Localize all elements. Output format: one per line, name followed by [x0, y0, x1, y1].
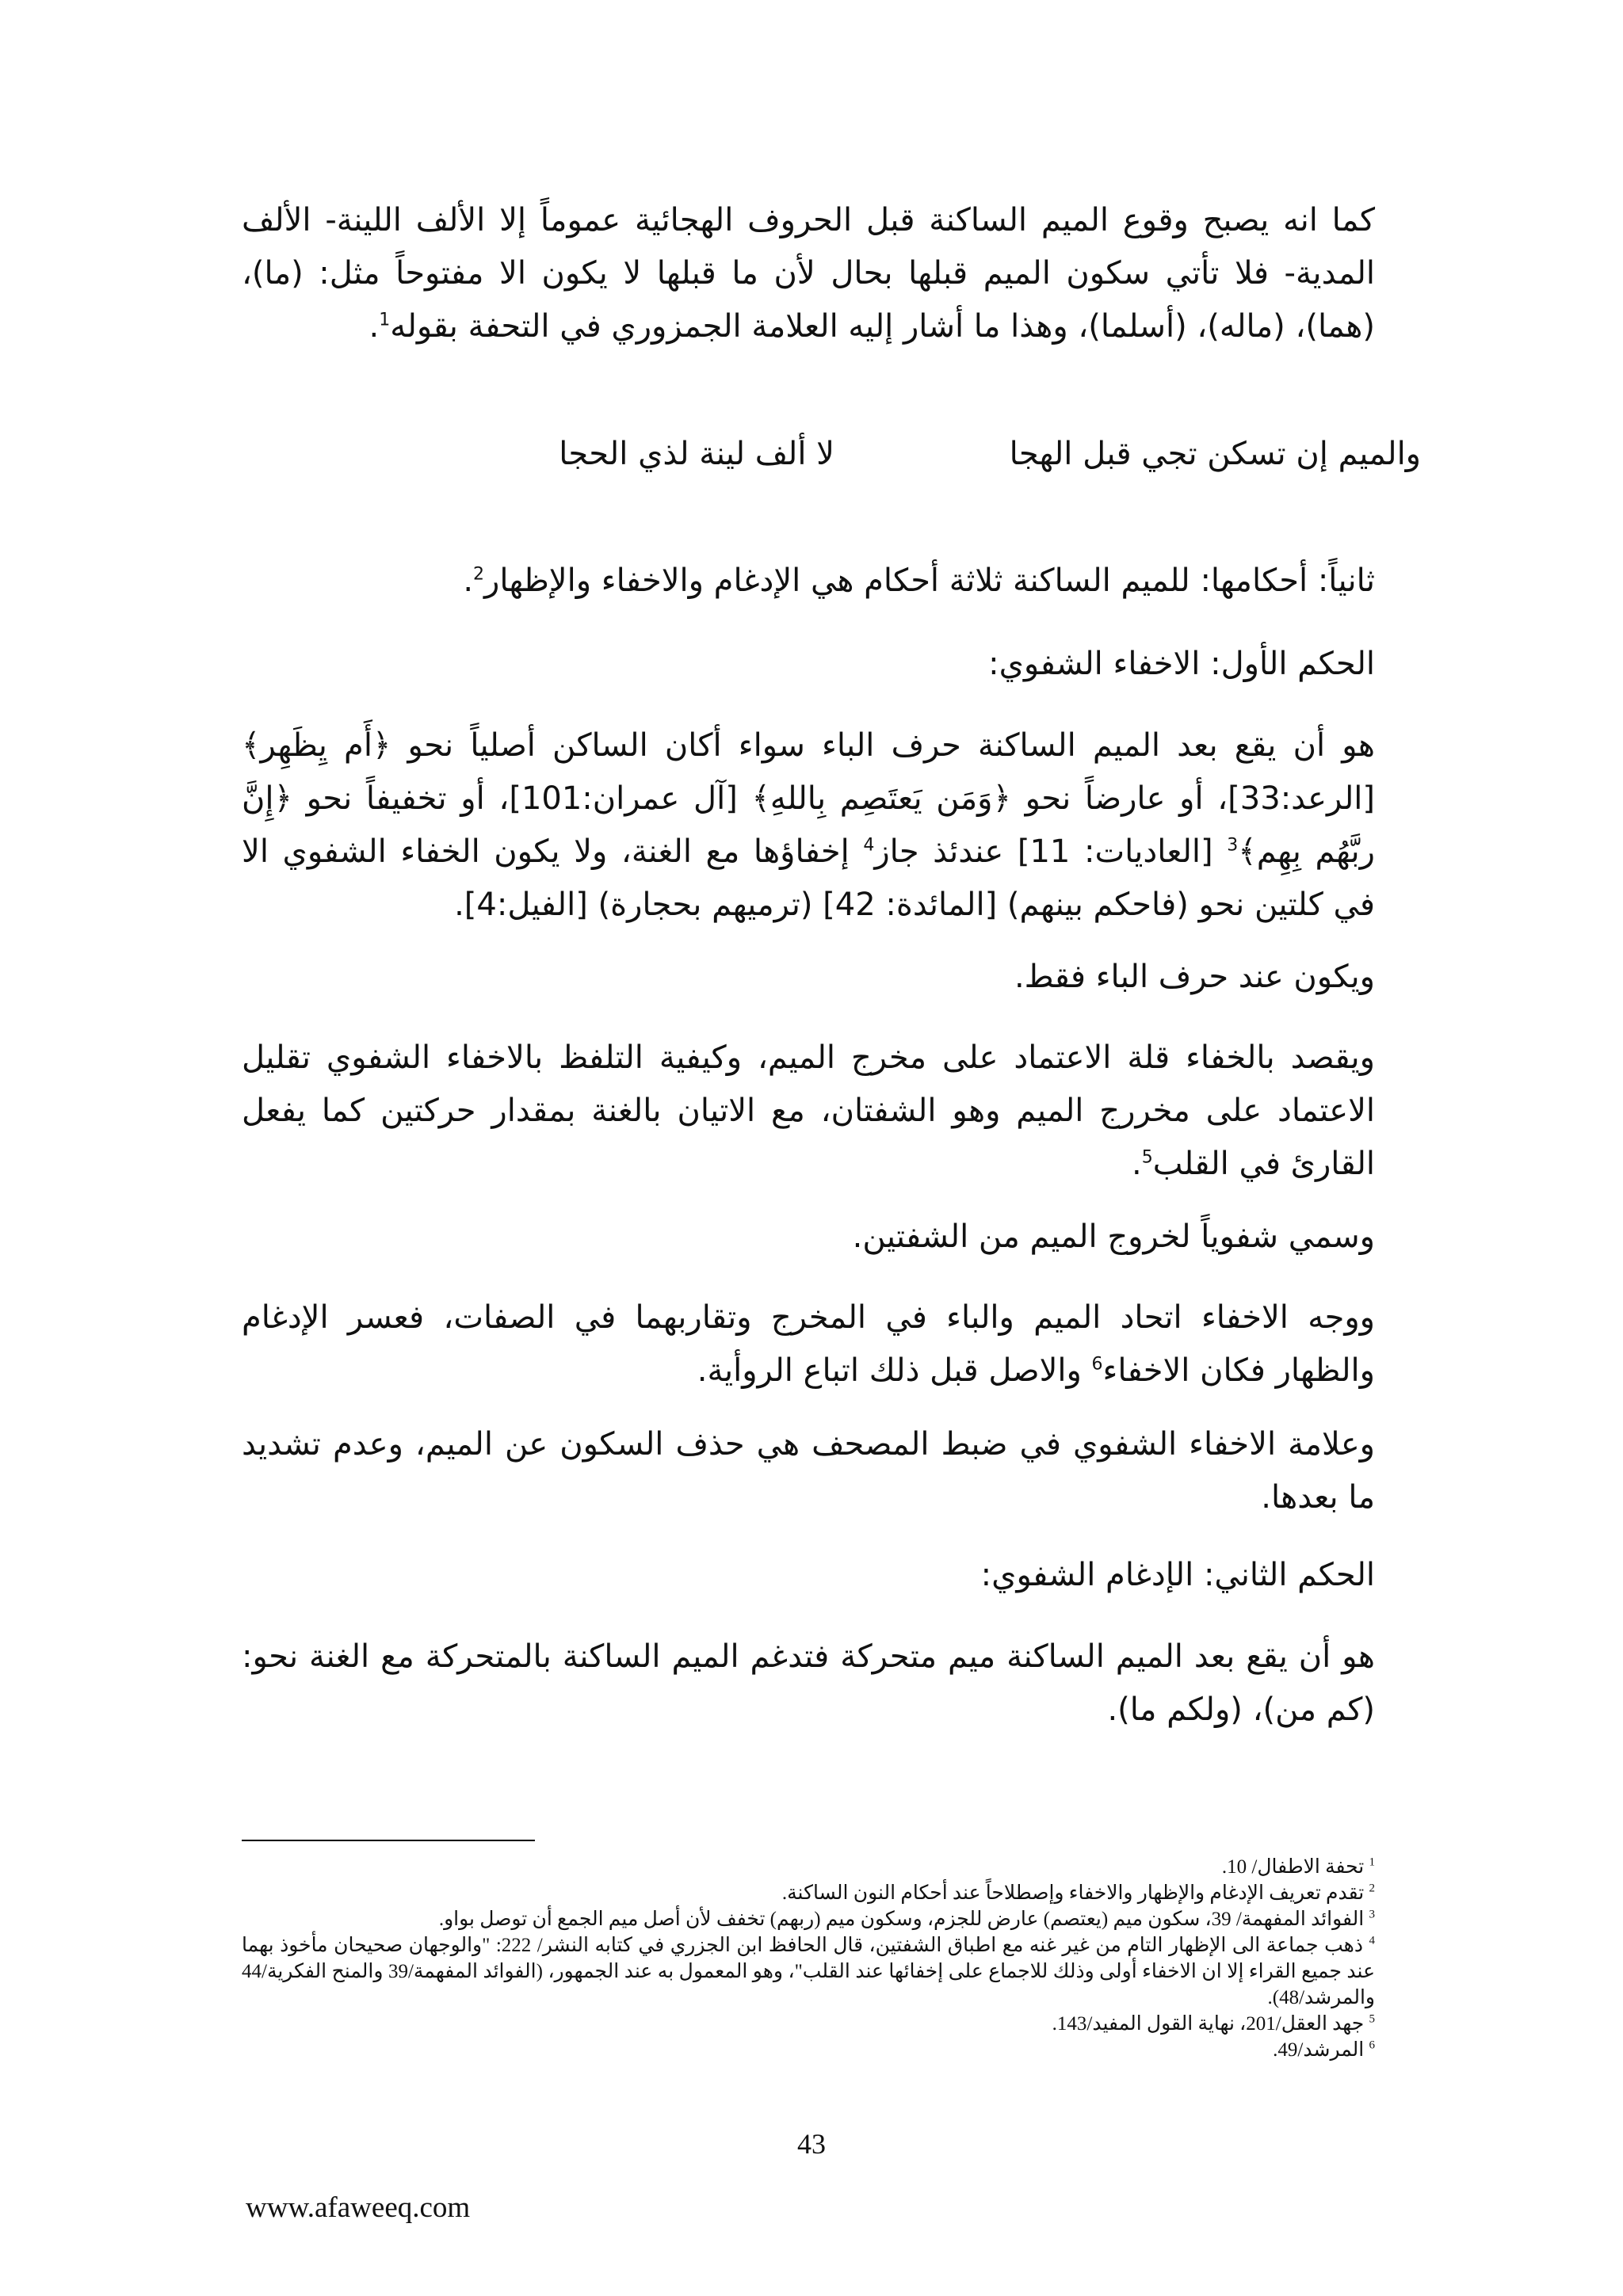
paragraph-text: ووجه الاخفاء اتحاد الميم والباء في المخرج وتقاربهما في الصفات، فعسر الإدغام والظهار فكان الاخفاء	[242, 1299, 1375, 1389]
footnote-ref[interactable]: 2	[473, 564, 485, 585]
footer-website-link[interactable]: www.afaweeq.com	[246, 2191, 471, 2224]
paragraph-label: ثانياً:	[1317, 563, 1375, 599]
footnote-number: 1	[1369, 1855, 1375, 1869]
footnote	[242, 1854, 1375, 1880]
paragraph-text: إخفاؤها مع الغنة، ولا يكون الخفاء الشفوي الا في كلتين نحو (فاحكم بينهم) [المائدة: 42] (ترميهم بحجارة) [الفيل:4].	[242, 833, 1375, 923]
footnote-text: جهد العقل/201، نهاية القول المفيد/143.	[1052, 2013, 1365, 2035]
footnote	[242, 2011, 1375, 2037]
paragraph-end: .	[1131, 1146, 1142, 1182]
section-heading-second-ruling: الحكم الثاني: الإدغام الشفوي:	[980, 1557, 1375, 1593]
footnote-text: المرشد/49.	[1273, 2039, 1365, 2061]
paragraph-intro	[242, 194, 1375, 353]
footnote	[242, 2037, 1375, 2063]
paragraph-text: أحكامها: للميم الساكنة ثلاثة أحكام هي الإدغام والاخفاء والإظهار	[484, 563, 1318, 599]
paragraph-text: وسمي شفوياً لخروج الميم من الشفتين.	[852, 1219, 1375, 1255]
footnote-number: 6	[1369, 2039, 1375, 2052]
footnote-text: تحفة الاطفال/ 10.	[1221, 1856, 1365, 1878]
footnote-text: تقدم تعريف الإدغام والإظهار والاخفاء وإصطلاحاً عند أحكام النون الساكنة.	[781, 1882, 1365, 1904]
footnote-number: 4	[1369, 1934, 1375, 1947]
footnote-separator	[242, 1840, 535, 1841]
footnote-ref[interactable]: 5	[1141, 1147, 1153, 1168]
paragraph-text: [العاديات: 11] عندئذ جاز	[874, 833, 1228, 870]
paragraph-text: وعلامة الاخفاء الشفوي في ضبط المصحف هي حذف السكون عن الميم، وعدم تشديد ما بعدها.	[242, 1426, 1375, 1516]
footnote-ref[interactable]: 3	[1227, 835, 1239, 856]
verse-first-hemistich: والميم إن تسكن تجي قبل الهجا	[1009, 436, 1421, 472]
footnote-number: 3	[1369, 1908, 1375, 1921]
footnote	[242, 1906, 1375, 1932]
footnote-ref[interactable]: 1	[379, 310, 391, 330]
paragraph-text: ويقصد بالخفاء قلة الاعتماد على مخرج الميم، وكيفية التلفظ بالاخفاء الشفوي تقليل الاعتماد على مخررج الميم وهو الشفتان، مع الاتيان بالغنة بمقدار حركتين كما يفعل القارئ في القلب	[242, 1039, 1375, 1182]
paragraph-text: كما انه يصبح وقوع الميم الساكنة قبل الحروف الهجائية عموماً إلا الألف اللينة- الألف المدية- فلا تأتي سكون الميم قبلها بحال لأن ما قبلها لا يكون الا مفتوحاً مثل: (ما)، (هما)، (ماله)، (أسلما)، وهذا ما أشار إليه العلامة الجمزوري في التحفة بقوله	[242, 202, 1375, 345]
verse-second-hemistich: لا ألف لينة لذي الحجا	[559, 436, 834, 472]
footnote-number: 5	[1369, 2012, 1375, 2026]
paragraph-text: ويكون عند حرف الباء فقط.	[1014, 959, 1375, 995]
section-heading-first-ruling: الحكم الأول: الاخفاء الشفوي:	[988, 646, 1375, 682]
paragraph-text: هو أن يقع بعد الميم الساكنة حرف الباء سواء أكان الساكن أصلياً نحو ﴿أَم يِظَهِر﴾ [الرعد:33]، أو عارضاً نحو ﴿وَمَن يَعتَصِم بِاللهِ﴾ [آل عمران:101]، أو تخفيفاً نحو ﴿إِنَّ ربَّهُم بِهِم﴾	[242, 727, 1376, 870]
paragraph-end: .	[369, 308, 380, 345]
paragraph-ikhfa-reason	[242, 1291, 1375, 1398]
footnote-text: ذهب جماعة الى الإظهار التام من غير غنه مع اطباق الشفتين، قال الحافظ ابن الجزري في كتابه النشر/ 222: "والوجهان صحيحان مأخوذ بهما عند جميع القراء إلا ان الاخفاء أولى وذلك للاجماع على إخفائها عند القلب"، وهو المعمول به عند الجمهور، (الفوائد المفهمة/39 والمنح الفكرية/44 والمرشد/48).	[242, 1935, 1375, 2008]
paragraph-end: .	[463, 563, 474, 599]
footnote-ref[interactable]: 6	[1091, 1354, 1103, 1375]
paragraph-idgham-definition	[242, 1630, 1375, 1737]
paragraph-naming	[242, 1211, 1375, 1264]
footnote	[242, 1880, 1375, 1906]
footnote-ref[interactable]: 4	[863, 835, 875, 856]
paragraph-ikhfa-meaning	[242, 1032, 1375, 1191]
paragraph-text: والاصل قبل ذلك اتباع الروأية.	[697, 1352, 1092, 1389]
paragraph-letter-ba	[242, 951, 1375, 1004]
footnotes	[242, 1854, 1375, 2063]
footnote-text: الفوائد المفهمة/ 39، سكون ميم (يعتصم) عارض للجزم، وسكون ميم (ربهم) تخفف لأن أصل ميم الجمع أن توصل بواو.	[438, 1909, 1365, 1930]
footnote-number: 2	[1369, 1882, 1375, 1895]
paragraph-ikhfa-definition	[242, 719, 1375, 932]
footnote	[242, 1932, 1375, 2011]
paragraph-ikhfa-sign	[242, 1418, 1375, 1524]
paragraph-rulings	[242, 555, 1375, 608]
page-number: 43	[797, 2128, 826, 2160]
paragraph-text: هو أن يقع بعد الميم الساكنة ميم متحركة فتدغم الميم الساكنة بالمتحركة مع الغنة نحو: (كم من)، (ولكم ما).	[242, 1638, 1375, 1728]
